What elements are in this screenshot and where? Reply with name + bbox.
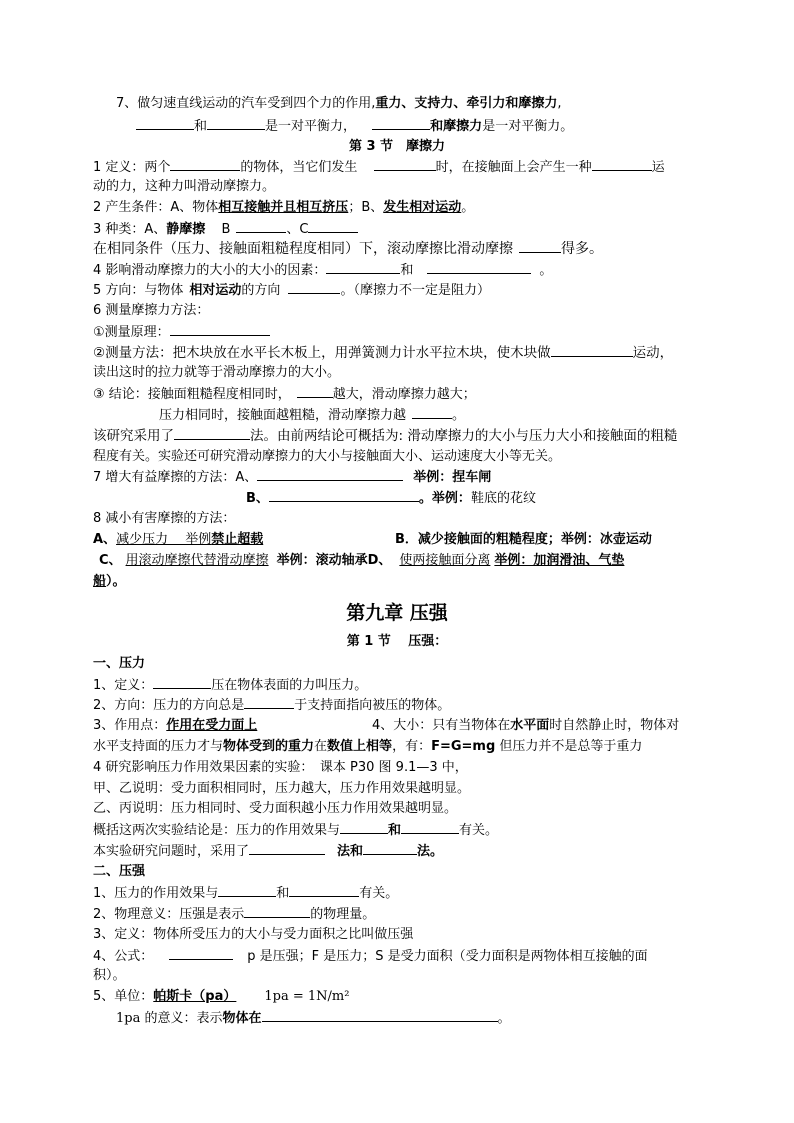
- text: 是一对平衡力，: [265, 119, 357, 134]
- text: ；B、: [348, 200, 384, 215]
- fill-blank[interactable]: [174, 427, 250, 440]
- text: 和: [388, 823, 402, 838]
- fill-blank[interactable]: [249, 842, 325, 855]
- text-line: [246, 489, 536, 506]
- fill-blank[interactable]: [401, 821, 459, 834]
- text: 的方向: [241, 283, 281, 298]
- fill-blank[interactable]: [170, 323, 270, 336]
- heading: 一、压力: [93, 656, 146, 671]
- text: 举例：加润滑油、气垫: [494, 553, 625, 568]
- text-line: [93, 573, 126, 590]
- fill-blank[interactable]: [308, 220, 358, 233]
- section-title: 第 3 节 摩擦力: [348, 139, 446, 154]
- text: 、C: [286, 222, 309, 237]
- text: 。: [539, 263, 553, 278]
- text: 法和: [337, 844, 364, 859]
- text-line: [93, 947, 648, 964]
- fill-blank[interactable]: [412, 406, 452, 419]
- fill-blank[interactable]: [374, 158, 436, 171]
- text: 水平面: [510, 718, 550, 733]
- text-line: [93, 240, 603, 257]
- text: 。: [497, 1011, 511, 1026]
- text: 有关。: [459, 823, 499, 838]
- text: ，有：: [392, 739, 432, 754]
- text: B: [221, 222, 231, 237]
- text: ③ 结论：接触面粗糙程度相同时，: [93, 387, 291, 402]
- text: 水平支持面的压力才与: [93, 739, 224, 754]
- fill-blank[interactable]: [427, 261, 531, 274]
- fill-blank[interactable]: [288, 281, 340, 294]
- fill-blank[interactable]: [372, 117, 430, 130]
- fill-blank[interactable]: [136, 117, 194, 130]
- text: 3、作用点：: [93, 718, 167, 733]
- text-line: [99, 552, 624, 569]
- text-line: 动的力，这种力叫滑动摩擦力。: [93, 179, 276, 194]
- text: 法。由前两结论可概括为: 滑动摩擦力的大小与压力大小和接触面的粗糙: [250, 428, 678, 444]
- text: 。举例：: [418, 491, 471, 506]
- text: 2、物理意义：压强是表示: [93, 907, 245, 922]
- text: 时自然静止时，物体对: [549, 718, 680, 733]
- text: 帕斯卡（pa）: [153, 989, 237, 1004]
- text: 重力、支持力、牵引力和摩擦力: [375, 96, 558, 111]
- text-line: [93, 199, 474, 216]
- text-line: [136, 117, 573, 134]
- text-line: 6 测量摩擦力方法：: [93, 303, 210, 318]
- text-line: [93, 905, 375, 922]
- text-line: [116, 95, 562, 112]
- fill-blank[interactable]: [551, 344, 633, 357]
- fill-blank[interactable]: [169, 947, 233, 960]
- text-line: [159, 406, 465, 423]
- text: 静摩擦: [166, 222, 206, 237]
- text: 于支持面指向被压的物体。: [294, 698, 451, 713]
- text-line: [93, 988, 349, 1005]
- fill-blank[interactable]: [340, 821, 388, 834]
- text-line: [93, 821, 498, 838]
- text-line: 乙、丙说明：压力相同时、受力面积越小压力作用效果越明显。: [93, 801, 458, 816]
- text: 7、做匀速直线运动的汽车受到四个力的作用,: [116, 96, 376, 111]
- text: 相对运动: [189, 283, 242, 298]
- text: 鞋底的花纹: [470, 491, 536, 506]
- text: 举例：捏车闸: [413, 470, 492, 485]
- text-line: [93, 344, 673, 361]
- text: 物体在: [222, 1011, 262, 1026]
- text: 7 增大有益摩擦的方法：A、: [93, 470, 258, 485]
- text: 数值上相等: [327, 739, 393, 754]
- text: 时，在接触面上会产生一种: [435, 160, 592, 175]
- fill-blank[interactable]: [363, 842, 417, 855]
- text: 是一对平衡力。: [482, 119, 574, 134]
- text: 本实验研究问题时，采用了: [93, 844, 250, 859]
- text: 物体受到的重力: [223, 739, 315, 754]
- fill-blank[interactable]: [207, 117, 265, 130]
- text-line: [93, 676, 367, 693]
- text-line: 3、定义：物体所受压力的大小与受力面积之比叫做压强: [93, 927, 414, 942]
- text-line: [93, 468, 491, 485]
- text: 1pa = 1N/m²: [264, 989, 350, 1004]
- text: 的物理量。: [310, 907, 376, 922]
- fill-blank[interactable]: [236, 220, 286, 233]
- text-line: [93, 385, 476, 402]
- text: 5 方向：与物体: [93, 283, 184, 298]
- text: 压在物体表面的力叫压力。: [211, 678, 368, 693]
- text: 5、单位：: [93, 989, 154, 1004]
- text: 和摩擦力: [430, 119, 483, 134]
- text-line: [93, 696, 450, 713]
- text-line: [93, 738, 642, 755]
- text: 的物体，当它们发生: [240, 160, 358, 175]
- text: 法。: [417, 844, 444, 859]
- text: ②测量方法：把木块放在水平长木板上，用弹簧测力计水平拉木块，使木块做: [93, 345, 551, 361]
- text: F=G=mg: [431, 739, 496, 754]
- fill-blank[interactable]: [170, 158, 240, 171]
- text-line: [372, 717, 679, 734]
- fill-blank[interactable]: [244, 905, 310, 918]
- text: 4、公式：: [93, 949, 154, 964]
- text-line: 8 减小有害摩擦的方法：: [93, 511, 236, 526]
- text: 举例：滚动轴承: [276, 553, 368, 568]
- text: 2 产生条件：A、物体: [93, 200, 219, 215]
- text: 该研究采用了: [93, 428, 174, 444]
- text: 。: [461, 200, 475, 215]
- text-line: [93, 220, 358, 237]
- text: 。（摩擦力不一定是阻力）: [340, 283, 490, 298]
- text: 和: [400, 263, 414, 278]
- text-line: [93, 531, 263, 548]
- text: A、: [93, 532, 117, 547]
- text-line: [93, 281, 490, 298]
- text-line: [116, 1009, 511, 1026]
- text: p 是压强；F 是压力；S 是受力面积（受力面积是两物体相互接触的面: [247, 949, 648, 964]
- fill-blank[interactable]: [218, 884, 276, 897]
- text: ）: [106, 574, 113, 589]
- text: 1pa 的意义：表示: [116, 1011, 223, 1026]
- text: 禁止超载: [211, 532, 264, 547]
- text-line: [93, 717, 257, 734]
- text: 使两接触面分离: [399, 553, 491, 568]
- text: 和: [276, 886, 290, 901]
- text: 在相同条件（压力、接触面粗糙程度相同）下，滚动摩擦比滑动摩擦: [93, 241, 513, 257]
- text: 。: [112, 574, 126, 589]
- text-line: [93, 261, 552, 278]
- text: 1、定义：: [93, 678, 154, 693]
- text: 但压力并不是总等于重力: [495, 739, 643, 754]
- text-line: [93, 884, 398, 901]
- text: 4、大小：只有当物体在: [372, 718, 511, 733]
- text: 压力相同时，接触面越粗糙，滑动摩擦力越: [159, 408, 407, 423]
- text: D、: [367, 553, 392, 568]
- text: 3 种类：A、: [93, 222, 167, 237]
- text: 2、方向：压力的方向总是: [93, 698, 245, 713]
- text: 作用在受力面上: [166, 718, 258, 733]
- fill-blank[interactable]: [519, 240, 561, 253]
- fill-blank[interactable]: [257, 468, 403, 481]
- text-line: [93, 323, 270, 340]
- text-line: 程度有关。实验还可研究滑动摩擦力的大小与接触面大小、运动速度大小等无关。: [93, 449, 562, 464]
- text: B、: [246, 491, 269, 506]
- text-line: 甲、乙说明：受力面积相同时，压力越大，压力作用效果越明显。: [93, 781, 471, 796]
- text: 在: [314, 739, 328, 754]
- text: 发生相对运动: [383, 200, 462, 215]
- fill-blank[interactable]: [153, 676, 211, 689]
- text: 船: [93, 574, 107, 589]
- text: 有关。: [359, 886, 399, 901]
- fill-blank[interactable]: [262, 1009, 498, 1022]
- text: 得多。: [561, 241, 603, 257]
- text: ,: [557, 96, 562, 111]
- text: 越大，滑动摩擦力越大；: [332, 387, 476, 402]
- text-line: [93, 427, 677, 444]
- fill-blank[interactable]: [592, 158, 652, 171]
- text: 相互接触并且相互挤压: [218, 200, 349, 215]
- text-line: 4 研究影响压力作用效果因素的实验： 课本 P30 图 9.1—3 中，: [93, 760, 468, 775]
- fill-blank[interactable]: [289, 884, 359, 897]
- fill-blank[interactable]: [326, 261, 400, 274]
- text-line: 读出这时的拉力就等于滑动摩擦力的大小。: [93, 365, 341, 380]
- text-line: [93, 158, 665, 175]
- text: 和: [194, 119, 208, 134]
- text: 用滚动摩擦代替滑动摩擦: [125, 553, 269, 568]
- text-line: [93, 842, 443, 859]
- heading: 二、压强: [93, 864, 146, 879]
- text: 运动，: [632, 345, 674, 361]
- text: C、: [99, 553, 122, 568]
- fill-blank[interactable]: [269, 489, 419, 502]
- text: 1 定义：两个: [93, 160, 171, 175]
- text: 1、压力的作用效果与: [93, 886, 219, 901]
- text: 减少压力 举例: [116, 532, 212, 547]
- text: 4 影响滑动摩擦力的大小的大小的因素：: [93, 263, 327, 278]
- text: 运: [651, 160, 665, 175]
- chapter-title: 第九章 压强: [346, 602, 448, 624]
- text-line: B．减少接触面的粗糙程度；举例：冰壶运动: [395, 532, 652, 547]
- text: 概括这两次实验结论是：压力的作用效果与: [93, 823, 341, 838]
- text: 。: [452, 408, 466, 423]
- text: ①测量原理：: [93, 325, 170, 340]
- fill-blank[interactable]: [244, 696, 294, 709]
- fill-blank[interactable]: [297, 385, 333, 398]
- text-line: 积）。: [93, 968, 126, 983]
- section-title: 第 1 节 压强：: [346, 634, 448, 649]
